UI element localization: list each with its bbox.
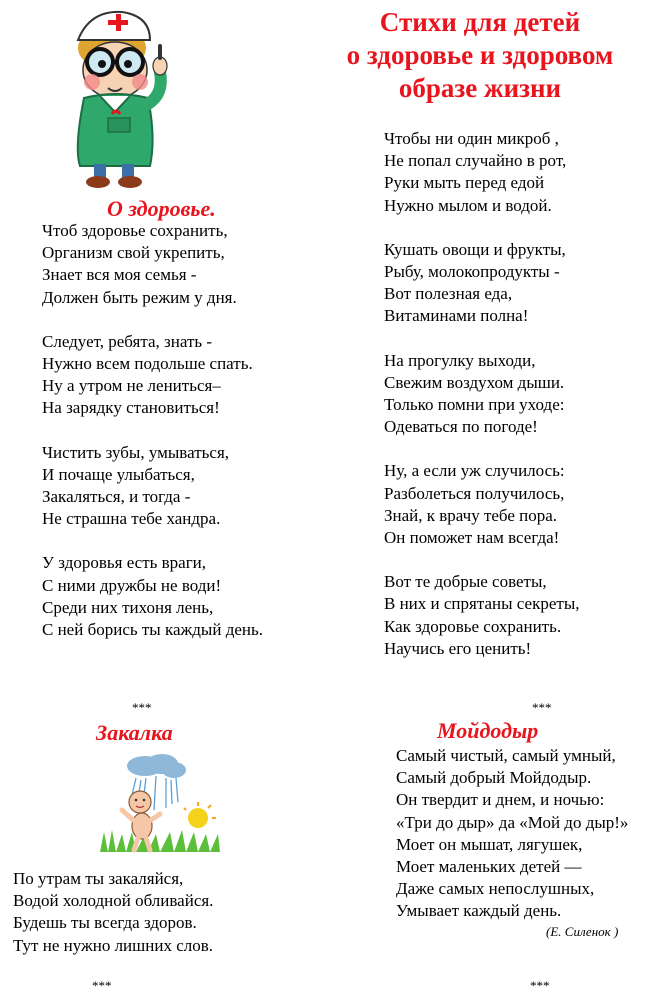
poem-line: Руки мыть перед едой xyxy=(384,173,545,193)
poem-line: Только помни при уходе: xyxy=(384,395,565,415)
poem3-body xyxy=(13,868,213,957)
poem-line: Тут не нужно лишних слов. xyxy=(13,935,213,955)
poem-line: Разболеться получилось, xyxy=(384,483,565,503)
poem-line: Ну а утром не лениться– xyxy=(42,376,221,396)
poem-line: Чтоб здоровье сохранить, xyxy=(42,221,228,240)
page-title-line-1: Стихи для детей xyxy=(379,7,581,37)
poem-line: Водой холодной обливайся. xyxy=(13,891,214,911)
stanza xyxy=(42,331,263,420)
shower-illustration xyxy=(100,752,220,854)
poem-line: На прогулку выходи, xyxy=(384,350,536,370)
poem-line: Не страшна тебе хандра. xyxy=(42,509,221,529)
separator: *** xyxy=(132,700,152,715)
poem-line: Нужно всем подольше спать. xyxy=(42,354,253,374)
poem3-title: Закалка xyxy=(96,720,173,745)
poem-line: «Три до дыр» да «Мой до дыр!» xyxy=(396,812,629,832)
poem-line: Рыбу, молокопродукты - xyxy=(384,262,560,282)
poem-line: Самый чистый, самый умный, xyxy=(396,746,616,765)
poem-line: Среди них тихоня лень, xyxy=(42,597,214,617)
poem-line: Он поможет нам всегда! xyxy=(384,528,560,548)
poem4-author: (Е. Силенок ) xyxy=(546,924,619,939)
stanza xyxy=(384,239,580,328)
poem-line: Как здоровье сохранить. xyxy=(384,616,562,636)
poem-line: Организм свой укрепить, xyxy=(42,243,225,263)
stanza xyxy=(42,442,263,531)
poem-line: Одеваться по погоде! xyxy=(384,417,538,437)
poem-line: Чтобы ни один микроб , xyxy=(384,129,559,148)
poem-line: Закаляться, и тогда - xyxy=(42,487,191,507)
poem-line: На зарядку становиться! xyxy=(42,398,220,418)
poem-line: Самый добрый Мойдодыр. xyxy=(396,768,592,788)
poem-line: Он твердит и днем, и ночью: xyxy=(396,790,605,810)
poem-line: Должен быть режим у дня. xyxy=(42,287,237,307)
poem4-body xyxy=(396,745,628,923)
poem-line: С ней борись ты каждый день. xyxy=(42,620,263,640)
page-title-line-3: образе жизни xyxy=(398,73,562,103)
poem-line: Кушать овощи и фрукты, xyxy=(384,239,566,259)
poem-line: Вот те добрые советы, xyxy=(384,572,547,592)
poem-line: Следует, ребята, знать - xyxy=(42,331,213,351)
separator: *** xyxy=(92,978,112,993)
poem-line: У здоровья есть враги, xyxy=(42,553,207,573)
poem-line: Ну, а если уж случилось: xyxy=(384,461,565,481)
separator: *** xyxy=(532,700,552,715)
poem-line: Нужно мылом и водой. xyxy=(384,195,552,215)
poem-line: Знает вся моя семья - xyxy=(42,265,197,285)
poem4-title: Мойдодыр xyxy=(437,718,539,743)
poem-line: И почаще улыбаться, xyxy=(42,464,195,484)
poem1-body xyxy=(42,220,263,663)
poem-line: Моет он мышат, лягушек, xyxy=(396,834,583,854)
poem-line: По утрам ты закаляйся, xyxy=(13,869,184,888)
doctor-illustration xyxy=(60,8,180,190)
stanza xyxy=(42,220,263,309)
poem-line: Чистить зубы, умываться, xyxy=(42,442,230,462)
poem1-title: О здоровье. xyxy=(107,196,216,221)
page-title-line-2: о здоровье и здоровом xyxy=(346,40,614,70)
stanza xyxy=(384,128,580,217)
page-title xyxy=(300,6,660,105)
poem-line: Вот полезная еда, xyxy=(384,284,513,304)
stanza xyxy=(384,350,580,439)
poem-line: Витаминами полна! xyxy=(384,306,529,326)
poem-line: В них и спрятаны секреты, xyxy=(384,594,580,614)
poem-line: Моет маленьких детей — xyxy=(396,857,582,877)
poem-line: Знай, к врачу тебе пора. xyxy=(384,505,558,525)
stanza xyxy=(384,460,580,549)
poem-line: Свежим воздухом дыши. xyxy=(384,372,565,392)
poem-line: Будешь ты всегда здоров. xyxy=(13,913,197,933)
poem2-body xyxy=(384,128,580,682)
stanza xyxy=(384,571,580,660)
poem-line: Даже самых непослушных, xyxy=(396,879,595,899)
poem-line: Не попал случайно в рот, xyxy=(384,151,567,171)
separator: *** xyxy=(530,978,550,993)
poem-line: С ними дружбы не води! xyxy=(42,575,222,595)
poem-line: Умывает каждый день. xyxy=(396,901,562,921)
stanza xyxy=(42,552,263,641)
poem-line: Научись его ценить! xyxy=(384,638,532,658)
